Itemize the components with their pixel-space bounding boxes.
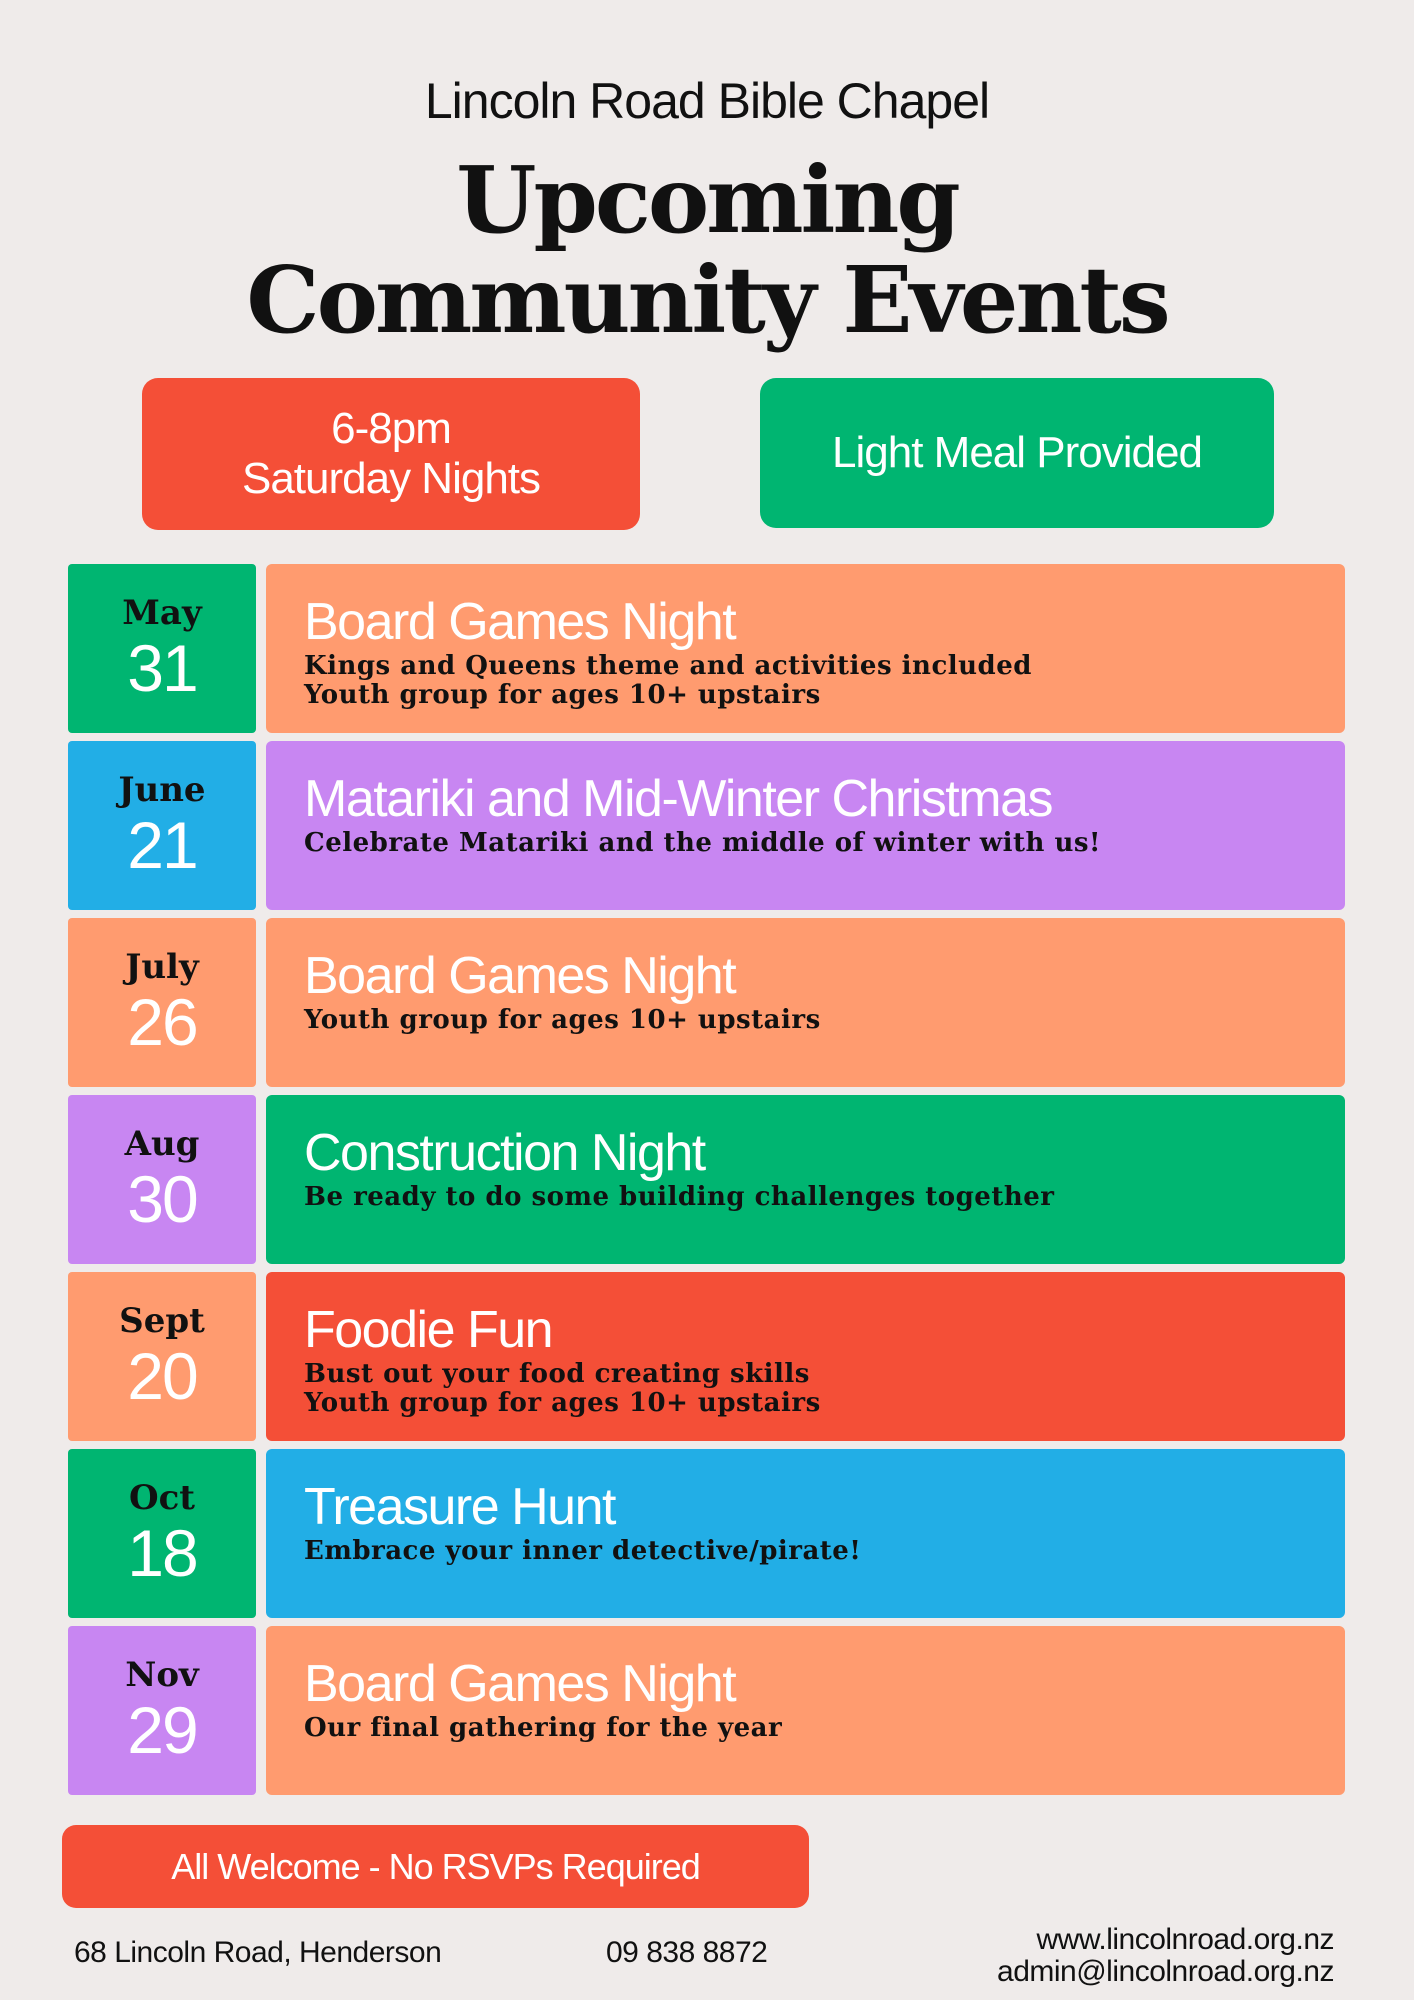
- organization-name: Lincoln Road Bible Chapel: [424, 73, 990, 129]
- event-month: July: [125, 946, 199, 987]
- welcome-text: All Welcome - No RSVPs Required: [171, 1845, 700, 1887]
- footer-phone[interactable]: 09 838 8872: [606, 1936, 768, 1969]
- event-description: Our final gathering for the year: [304, 1713, 783, 1743]
- event-title: Board Games Night: [304, 947, 736, 1005]
- event-day: 30: [127, 1161, 197, 1236]
- time-day: Saturday Nights: [241, 454, 541, 503]
- event-description: Bust out your food creating skills: [304, 1359, 810, 1389]
- email-link[interactable]: admin@lincolnroad.org.nz: [997, 1955, 1334, 1988]
- event-card: [266, 1272, 1345, 1441]
- event-row: [68, 1095, 1345, 1264]
- event-card: [266, 564, 1345, 733]
- headline-line-1: Upcoming: [456, 146, 958, 254]
- event-month: Aug: [124, 1123, 200, 1164]
- event-row: [68, 918, 1345, 1087]
- event-day: 26: [127, 984, 197, 1059]
- footer-contact: [997, 1924, 1334, 1988]
- event-day: 18: [127, 1515, 197, 1590]
- event-date-block: [68, 1449, 256, 1618]
- meal-text: Light Meal Provided: [832, 428, 1202, 477]
- event-card: [266, 918, 1345, 1087]
- event-title: Treasure Hunt: [304, 1478, 615, 1536]
- event-description: Celebrate Matariki and the middle of winter with us!: [304, 828, 1101, 858]
- headline-line-2: Community Events: [246, 246, 1168, 354]
- website-link[interactable]: www.lincolnroad.org.nz: [1036, 1923, 1334, 1956]
- time-range: 6-8pm: [331, 404, 451, 453]
- event-card: [266, 1449, 1345, 1618]
- event-day: 20: [127, 1338, 197, 1413]
- event-date-block: [68, 918, 256, 1087]
- event-title: Foodie Fun: [304, 1301, 553, 1359]
- event-date-block: [68, 1095, 256, 1264]
- time-pill: [142, 378, 640, 530]
- event-row: [68, 1272, 1345, 1441]
- event-card: [266, 1626, 1345, 1795]
- welcome-banner: [62, 1825, 809, 1908]
- event-card: [266, 741, 1345, 910]
- event-title: Construction Night: [304, 1124, 705, 1182]
- meal-pill: [760, 378, 1274, 528]
- events-list: [68, 564, 1345, 1803]
- event-row: [68, 741, 1345, 910]
- event-title: Board Games Night: [304, 593, 736, 651]
- event-month: Sept: [119, 1300, 205, 1341]
- footer-address: 68 Lincoln Road, Henderson: [74, 1936, 442, 1969]
- event-month: Nov: [125, 1654, 199, 1695]
- headline: [0, 146, 1414, 354]
- event-description: Youth group for ages 10+ upstairs: [304, 1005, 821, 1035]
- event-row: [68, 1449, 1345, 1618]
- event-month: Oct: [128, 1477, 196, 1518]
- event-description-2: Youth group for ages 10+ upstairs: [304, 680, 821, 710]
- event-month: June: [118, 769, 206, 810]
- event-date-block: [68, 1272, 256, 1441]
- event-title: Matariki and Mid-Winter Christmas: [304, 770, 1052, 828]
- event-row: [68, 564, 1345, 733]
- event-month: May: [122, 592, 202, 633]
- event-date-block: [68, 1626, 256, 1795]
- event-description: Be ready to do some building challenges together: [304, 1182, 1055, 1212]
- event-row: [68, 1626, 1345, 1795]
- event-day: 21: [127, 807, 197, 882]
- event-description-2: Youth group for ages 10+ upstairs: [304, 1388, 821, 1418]
- event-day: 31: [127, 630, 197, 705]
- event-date-block: [68, 741, 256, 910]
- event-card: [266, 1095, 1345, 1264]
- event-description: Kings and Queens theme and activities included: [304, 651, 1032, 681]
- event-date-block: [68, 564, 256, 733]
- event-description: Embrace your inner detective/pirate!: [304, 1536, 862, 1566]
- event-title: Board Games Night: [304, 1655, 736, 1713]
- event-day: 29: [127, 1692, 197, 1767]
